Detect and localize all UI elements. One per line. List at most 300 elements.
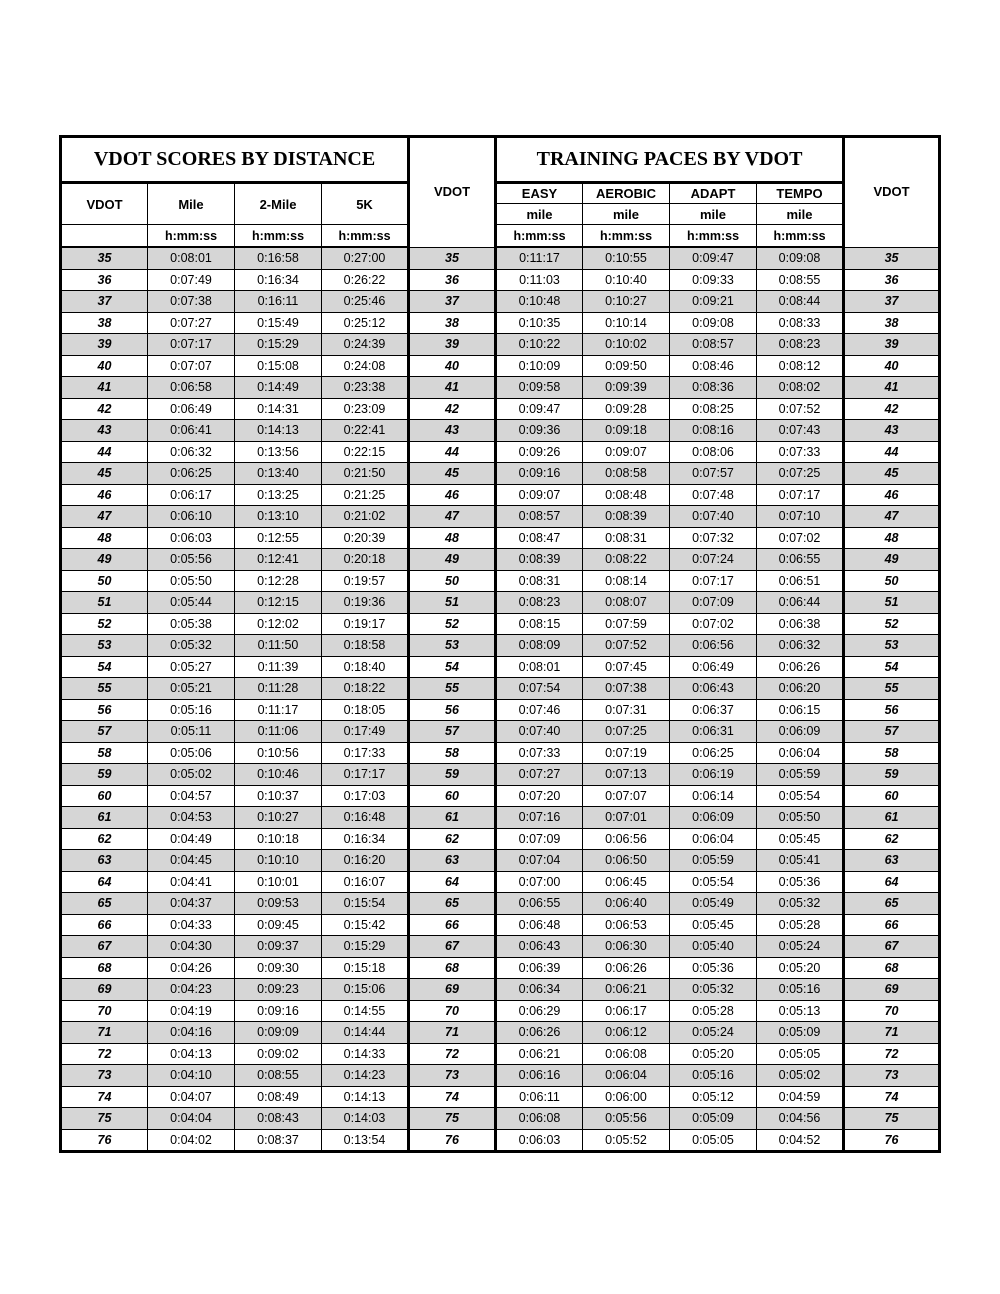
five-k-time-unit: h:mm:ss <box>322 225 409 248</box>
tempo-cell: 0:06:26 <box>757 656 844 678</box>
table-row <box>61 893 940 915</box>
five-k-cell: 0:16:20 <box>322 850 409 872</box>
adapt-cell: 0:06:37 <box>670 699 757 721</box>
adapt-cell: 0:05:32 <box>670 979 757 1001</box>
two-mile-cell: 0:11:17 <box>235 699 322 721</box>
adapt-cell: 0:06:31 <box>670 721 757 743</box>
vdot-middle-cell: 47 <box>409 506 496 528</box>
table-row <box>61 850 940 872</box>
vdot-middle-cell: 66 <box>409 914 496 936</box>
mile-cell: 0:05:02 <box>148 764 235 786</box>
two-mile-cell: 0:08:43 <box>235 1108 322 1130</box>
tempo-cell: 0:05:13 <box>757 1000 844 1022</box>
mile-cell: 0:06:32 <box>148 441 235 463</box>
tempo-cell: 0:05:16 <box>757 979 844 1001</box>
two-mile-cell: 0:09:23 <box>235 979 322 1001</box>
table-row <box>61 764 940 786</box>
table-row <box>61 269 940 291</box>
vdot-cell: 72 <box>61 1043 148 1065</box>
vdot-cell: 46 <box>61 484 148 506</box>
table-row <box>61 678 940 700</box>
adapt-unit: mile <box>670 204 757 225</box>
five-k-cell: 0:14:03 <box>322 1108 409 1130</box>
mile-cell: 0:05:56 <box>148 549 235 571</box>
vdot-middle-cell: 48 <box>409 527 496 549</box>
mile-cell: 0:04:33 <box>148 914 235 936</box>
adapt-cell: 0:05:49 <box>670 893 757 915</box>
table-row <box>61 1065 940 1087</box>
mile-cell: 0:06:10 <box>148 506 235 528</box>
easy-cell: 0:11:17 <box>496 247 583 269</box>
tempo-cell: 0:07:17 <box>757 484 844 506</box>
two-mile-cell: 0:12:28 <box>235 570 322 592</box>
table-row <box>61 463 940 485</box>
mile-cell: 0:05:11 <box>148 721 235 743</box>
mile-cell: 0:06:49 <box>148 398 235 420</box>
vdot-middle-cell: 65 <box>409 893 496 915</box>
vdot-middle-cell: 51 <box>409 592 496 614</box>
adapt-cell: 0:09:21 <box>670 291 757 313</box>
five-k-cell: 0:27:00 <box>322 247 409 269</box>
vdot-cell: 63 <box>61 850 148 872</box>
vdot-cell: 64 <box>61 871 148 893</box>
vdot-right-cell: 74 <box>844 1086 940 1108</box>
five-k-cell: 0:18:05 <box>322 699 409 721</box>
tempo-cell: 0:06:38 <box>757 613 844 635</box>
tempo-cell: 0:04:52 <box>757 1129 844 1152</box>
vdot-right-cell: 57 <box>844 721 940 743</box>
tempo-cell: 0:04:59 <box>757 1086 844 1108</box>
mile-cell: 0:05:16 <box>148 699 235 721</box>
table-row <box>61 979 940 1001</box>
table-row <box>61 377 940 399</box>
vdot-right-cell: 73 <box>844 1065 940 1087</box>
two-mile-cell: 0:15:08 <box>235 355 322 377</box>
tempo-cell: 0:06:20 <box>757 678 844 700</box>
mile-cell: 0:05:06 <box>148 742 235 764</box>
aerobic-cell: 0:09:50 <box>583 355 670 377</box>
aerobic-cell: 0:06:26 <box>583 957 670 979</box>
easy-cell: 0:08:23 <box>496 592 583 614</box>
tempo-cell: 0:04:56 <box>757 1108 844 1130</box>
vdot-right-cell: 51 <box>844 592 940 614</box>
middle-vdot-header: VDOT <box>409 137 496 248</box>
tempo-cell: 0:05:45 <box>757 828 844 850</box>
table-row <box>61 1129 940 1152</box>
aerobic-cell: 0:07:25 <box>583 721 670 743</box>
two-mile-cell: 0:12:15 <box>235 592 322 614</box>
vdot-right-cell: 76 <box>844 1129 940 1152</box>
easy-cell: 0:07:09 <box>496 828 583 850</box>
vdot-right-cell: 56 <box>844 699 940 721</box>
tempo-cell: 0:07:33 <box>757 441 844 463</box>
tempo-cell: 0:08:12 <box>757 355 844 377</box>
two-mile-cell: 0:12:55 <box>235 527 322 549</box>
five-k-cell: 0:17:17 <box>322 764 409 786</box>
vdot-middle-cell: 70 <box>409 1000 496 1022</box>
vdot-middle-cell: 59 <box>409 764 496 786</box>
two-mile-cell: 0:11:28 <box>235 678 322 700</box>
vdot-right-cell: 71 <box>844 1022 940 1044</box>
two-mile-cell: 0:14:31 <box>235 398 322 420</box>
vdot-cell: 71 <box>61 1022 148 1044</box>
five-k-cell: 0:14:23 <box>322 1065 409 1087</box>
vdot-right-cell: 52 <box>844 613 940 635</box>
vdot-cell: 41 <box>61 377 148 399</box>
mile-header: Mile <box>148 183 235 225</box>
vdot-cell: 68 <box>61 957 148 979</box>
adapt-cell: 0:05:05 <box>670 1129 757 1152</box>
five-k-cell: 0:17:03 <box>322 785 409 807</box>
five-k-cell: 0:14:55 <box>322 1000 409 1022</box>
vdot-cell: 61 <box>61 807 148 829</box>
adapt-cell: 0:05:54 <box>670 871 757 893</box>
mile-cell: 0:04:41 <box>148 871 235 893</box>
vdot-middle-cell: 35 <box>409 247 496 269</box>
tempo-header: TEMPO <box>757 183 844 204</box>
five-k-cell: 0:17:49 <box>322 721 409 743</box>
two-mile-cell: 0:11:39 <box>235 656 322 678</box>
five-k-cell: 0:16:07 <box>322 871 409 893</box>
two-mile-cell: 0:10:37 <box>235 785 322 807</box>
easy-cell: 0:06:39 <box>496 957 583 979</box>
five-k-cell: 0:25:46 <box>322 291 409 313</box>
aerobic-cell: 0:09:18 <box>583 420 670 442</box>
adapt-cell: 0:08:06 <box>670 441 757 463</box>
vdot-cell: 56 <box>61 699 148 721</box>
aerobic-cell: 0:06:21 <box>583 979 670 1001</box>
table-row <box>61 334 940 356</box>
aerobic-cell: 0:06:56 <box>583 828 670 850</box>
tempo-cell: 0:08:02 <box>757 377 844 399</box>
table-row <box>61 957 940 979</box>
two-mile-cell: 0:11:50 <box>235 635 322 657</box>
vdot-cell: 75 <box>61 1108 148 1130</box>
vdot-middle-cell: 52 <box>409 613 496 635</box>
aerobic-cell: 0:06:53 <box>583 914 670 936</box>
vdot-right-cell: 67 <box>844 936 940 958</box>
mile-cell: 0:04:16 <box>148 1022 235 1044</box>
right-vdot-header: VDOT <box>844 137 940 248</box>
five-k-cell: 0:23:38 <box>322 377 409 399</box>
five-k-cell: 0:22:41 <box>322 420 409 442</box>
adapt-cell: 0:05:20 <box>670 1043 757 1065</box>
vdot-middle-cell: 55 <box>409 678 496 700</box>
vdot-middle-cell: 57 <box>409 721 496 743</box>
mile-cell: 0:04:13 <box>148 1043 235 1065</box>
vdot-middle-cell: 36 <box>409 269 496 291</box>
adapt-cell: 0:09:33 <box>670 269 757 291</box>
two-mile-cell: 0:10:01 <box>235 871 322 893</box>
two-mile-cell: 0:16:34 <box>235 269 322 291</box>
tempo-cell: 0:08:44 <box>757 291 844 313</box>
tempo-cell: 0:06:44 <box>757 592 844 614</box>
mile-cell: 0:05:38 <box>148 613 235 635</box>
adapt-cell: 0:07:48 <box>670 484 757 506</box>
vdot-middle-cell: 37 <box>409 291 496 313</box>
table-row <box>61 549 940 571</box>
easy-unit: mile <box>496 204 583 225</box>
table-row <box>61 484 940 506</box>
easy-cell: 0:06:43 <box>496 936 583 958</box>
tempo-cell: 0:05:28 <box>757 914 844 936</box>
vdot-middle-cell: 42 <box>409 398 496 420</box>
easy-cell: 0:08:09 <box>496 635 583 657</box>
adapt-cell: 0:06:19 <box>670 764 757 786</box>
tempo-cell: 0:05:54 <box>757 785 844 807</box>
aerobic-cell: 0:07:45 <box>583 656 670 678</box>
vdot-cell: 62 <box>61 828 148 850</box>
mile-cell: 0:04:37 <box>148 893 235 915</box>
vdot-middle-cell: 38 <box>409 312 496 334</box>
easy-cell: 0:08:15 <box>496 613 583 635</box>
tempo-cell: 0:06:04 <box>757 742 844 764</box>
vdot-middle-cell: 50 <box>409 570 496 592</box>
tempo-cell: 0:05:02 <box>757 1065 844 1087</box>
aerobic-cell: 0:08:22 <box>583 549 670 571</box>
vdot-cell: 48 <box>61 527 148 549</box>
two-mile-cell: 0:10:27 <box>235 807 322 829</box>
aerobic-cell: 0:06:17 <box>583 1000 670 1022</box>
table-row <box>61 914 940 936</box>
vdot-cell: 67 <box>61 936 148 958</box>
easy-cell: 0:10:48 <box>496 291 583 313</box>
vdot-right-cell: 53 <box>844 635 940 657</box>
mile-cell: 0:04:49 <box>148 828 235 850</box>
adapt-cell: 0:05:36 <box>670 957 757 979</box>
vdot-middle-cell: 75 <box>409 1108 496 1130</box>
adapt-time-unit: h:mm:ss <box>670 225 757 248</box>
mile-time-unit: h:mm:ss <box>148 225 235 248</box>
five-k-cell: 0:19:36 <box>322 592 409 614</box>
two-mile-cell: 0:08:37 <box>235 1129 322 1152</box>
table-row <box>61 936 940 958</box>
easy-cell: 0:06:34 <box>496 979 583 1001</box>
five-k-cell: 0:19:17 <box>322 613 409 635</box>
easy-cell: 0:06:48 <box>496 914 583 936</box>
five-k-cell: 0:21:02 <box>322 506 409 528</box>
table-row <box>61 570 940 592</box>
vdot-right-cell: 63 <box>844 850 940 872</box>
two-mile-cell: 0:10:56 <box>235 742 322 764</box>
adapt-cell: 0:08:16 <box>670 420 757 442</box>
vdot-right-cell: 69 <box>844 979 940 1001</box>
vdot-cell: 51 <box>61 592 148 614</box>
five-k-cell: 0:15:29 <box>322 936 409 958</box>
aerobic-cell: 0:10:55 <box>583 247 670 269</box>
aerobic-cell: 0:05:56 <box>583 1108 670 1130</box>
vdot-right-cell: 66 <box>844 914 940 936</box>
easy-cell: 0:08:01 <box>496 656 583 678</box>
aerobic-header: AEROBIC <box>583 183 670 204</box>
adapt-cell: 0:07:24 <box>670 549 757 571</box>
two-mile-cell: 0:14:13 <box>235 420 322 442</box>
vdot-middle-cell: 69 <box>409 979 496 1001</box>
vdot-right-cell: 42 <box>844 398 940 420</box>
aerobic-cell: 0:09:39 <box>583 377 670 399</box>
aerobic-cell: 0:07:13 <box>583 764 670 786</box>
vdot-middle-cell: 60 <box>409 785 496 807</box>
easy-cell: 0:09:36 <box>496 420 583 442</box>
tempo-cell: 0:06:09 <box>757 721 844 743</box>
vdot-table <box>59 135 941 1153</box>
mile-cell: 0:07:27 <box>148 312 235 334</box>
five-k-cell: 0:15:06 <box>322 979 409 1001</box>
two-mile-cell: 0:13:25 <box>235 484 322 506</box>
aerobic-unit: mile <box>583 204 670 225</box>
table-row <box>61 656 940 678</box>
vdot-right-cell: 40 <box>844 355 940 377</box>
easy-cell: 0:07:40 <box>496 721 583 743</box>
adapt-cell: 0:07:57 <box>670 463 757 485</box>
two-mile-cell: 0:14:49 <box>235 377 322 399</box>
vdot-cell: 73 <box>61 1065 148 1087</box>
five-k-cell: 0:23:09 <box>322 398 409 420</box>
two-mile-cell: 0:10:10 <box>235 850 322 872</box>
vdot-cell: 54 <box>61 656 148 678</box>
table-body <box>61 247 940 1152</box>
mile-cell: 0:04:30 <box>148 936 235 958</box>
two-mile-cell: 0:12:41 <box>235 549 322 571</box>
adapt-cell: 0:06:49 <box>670 656 757 678</box>
table-row <box>61 1108 940 1130</box>
adapt-cell: 0:07:32 <box>670 527 757 549</box>
mile-cell: 0:06:25 <box>148 463 235 485</box>
vdot-middle-cell: 44 <box>409 441 496 463</box>
right-title: TRAINING PACES BY VDOT <box>496 137 844 183</box>
vdot-right-cell: 61 <box>844 807 940 829</box>
two-mile-cell: 0:09:02 <box>235 1043 322 1065</box>
vdot-right-cell: 39 <box>844 334 940 356</box>
five-k-cell: 0:19:57 <box>322 570 409 592</box>
five-k-cell: 0:25:12 <box>322 312 409 334</box>
tempo-cell: 0:05:32 <box>757 893 844 915</box>
adapt-cell: 0:08:46 <box>670 355 757 377</box>
five-k-cell: 0:22:15 <box>322 441 409 463</box>
tempo-cell: 0:07:43 <box>757 420 844 442</box>
easy-cell: 0:10:35 <box>496 312 583 334</box>
five-k-cell: 0:15:54 <box>322 893 409 915</box>
vdot-cell: 35 <box>61 247 148 269</box>
aerobic-cell: 0:08:14 <box>583 570 670 592</box>
vdot-cell: 70 <box>61 1000 148 1022</box>
five-k-cell: 0:20:39 <box>322 527 409 549</box>
mile-cell: 0:05:44 <box>148 592 235 614</box>
tempo-cell: 0:06:51 <box>757 570 844 592</box>
tempo-cell: 0:05:20 <box>757 957 844 979</box>
vdot-cell: 50 <box>61 570 148 592</box>
easy-cell: 0:06:21 <box>496 1043 583 1065</box>
adapt-cell: 0:08:57 <box>670 334 757 356</box>
vdot-right-cell: 44 <box>844 441 940 463</box>
mile-cell: 0:04:57 <box>148 785 235 807</box>
table-row <box>61 420 940 442</box>
tempo-cell: 0:05:09 <box>757 1022 844 1044</box>
aerobic-cell: 0:06:08 <box>583 1043 670 1065</box>
adapt-cell: 0:06:09 <box>670 807 757 829</box>
aerobic-cell: 0:07:52 <box>583 635 670 657</box>
easy-cell: 0:07:27 <box>496 764 583 786</box>
easy-cell: 0:06:29 <box>496 1000 583 1022</box>
mile-cell: 0:05:27 <box>148 656 235 678</box>
easy-cell: 0:07:00 <box>496 871 583 893</box>
table-row <box>61 291 940 313</box>
vdot-right-cell: 58 <box>844 742 940 764</box>
aerobic-cell: 0:08:48 <box>583 484 670 506</box>
mile-cell: 0:08:01 <box>148 247 235 269</box>
aerobic-cell: 0:10:14 <box>583 312 670 334</box>
vdot-right-cell: 75 <box>844 1108 940 1130</box>
adapt-cell: 0:05:09 <box>670 1108 757 1130</box>
five-k-cell: 0:15:18 <box>322 957 409 979</box>
aerobic-cell: 0:06:50 <box>583 850 670 872</box>
tempo-cell: 0:06:15 <box>757 699 844 721</box>
adapt-cell: 0:06:43 <box>670 678 757 700</box>
adapt-cell: 0:07:17 <box>670 570 757 592</box>
five-k-header: 5K <box>322 183 409 225</box>
aerobic-cell: 0:06:45 <box>583 871 670 893</box>
aerobic-cell: 0:07:59 <box>583 613 670 635</box>
five-k-cell: 0:26:22 <box>322 269 409 291</box>
vdot-right-cell: 38 <box>844 312 940 334</box>
five-k-cell: 0:18:22 <box>322 678 409 700</box>
vdot-right-cell: 43 <box>844 420 940 442</box>
vdot-right-cell: 72 <box>844 1043 940 1065</box>
aerobic-cell: 0:10:40 <box>583 269 670 291</box>
easy-cell: 0:08:47 <box>496 527 583 549</box>
five-k-cell: 0:24:39 <box>322 334 409 356</box>
five-k-cell: 0:16:48 <box>322 807 409 829</box>
vdot-right-cell: 68 <box>844 957 940 979</box>
table-row <box>61 312 940 334</box>
table-row <box>61 613 940 635</box>
vdot-cell: 44 <box>61 441 148 463</box>
two-mile-cell: 0:08:49 <box>235 1086 322 1108</box>
five-k-cell: 0:21:25 <box>322 484 409 506</box>
aerobic-cell: 0:10:02 <box>583 334 670 356</box>
vdot-right-cell: 37 <box>844 291 940 313</box>
mile-cell: 0:07:38 <box>148 291 235 313</box>
adapt-cell: 0:07:40 <box>670 506 757 528</box>
mile-cell: 0:04:02 <box>148 1129 235 1152</box>
easy-cell: 0:11:03 <box>496 269 583 291</box>
easy-cell: 0:06:03 <box>496 1129 583 1152</box>
adapt-cell: 0:07:02 <box>670 613 757 635</box>
aerobic-cell: 0:07:01 <box>583 807 670 829</box>
easy-cell: 0:06:26 <box>496 1022 583 1044</box>
table-row <box>61 398 940 420</box>
vdot-middle-cell: 71 <box>409 1022 496 1044</box>
easy-cell: 0:07:46 <box>496 699 583 721</box>
tempo-cell: 0:08:55 <box>757 269 844 291</box>
easy-cell: 0:06:08 <box>496 1108 583 1130</box>
vdot-cell: 55 <box>61 678 148 700</box>
table-row <box>61 1043 940 1065</box>
aerobic-cell: 0:08:07 <box>583 592 670 614</box>
five-k-cell: 0:17:33 <box>322 742 409 764</box>
mile-cell: 0:06:41 <box>148 420 235 442</box>
vdot-right-cell: 54 <box>844 656 940 678</box>
vdot-middle-cell: 58 <box>409 742 496 764</box>
vdot-middle-cell: 46 <box>409 484 496 506</box>
two-mile-cell: 0:09:09 <box>235 1022 322 1044</box>
vdot-cell: 43 <box>61 420 148 442</box>
table-row <box>61 441 940 463</box>
easy-cell: 0:06:16 <box>496 1065 583 1087</box>
easy-cell: 0:10:22 <box>496 334 583 356</box>
mile-cell: 0:05:21 <box>148 678 235 700</box>
two-mile-cell: 0:16:58 <box>235 247 322 269</box>
